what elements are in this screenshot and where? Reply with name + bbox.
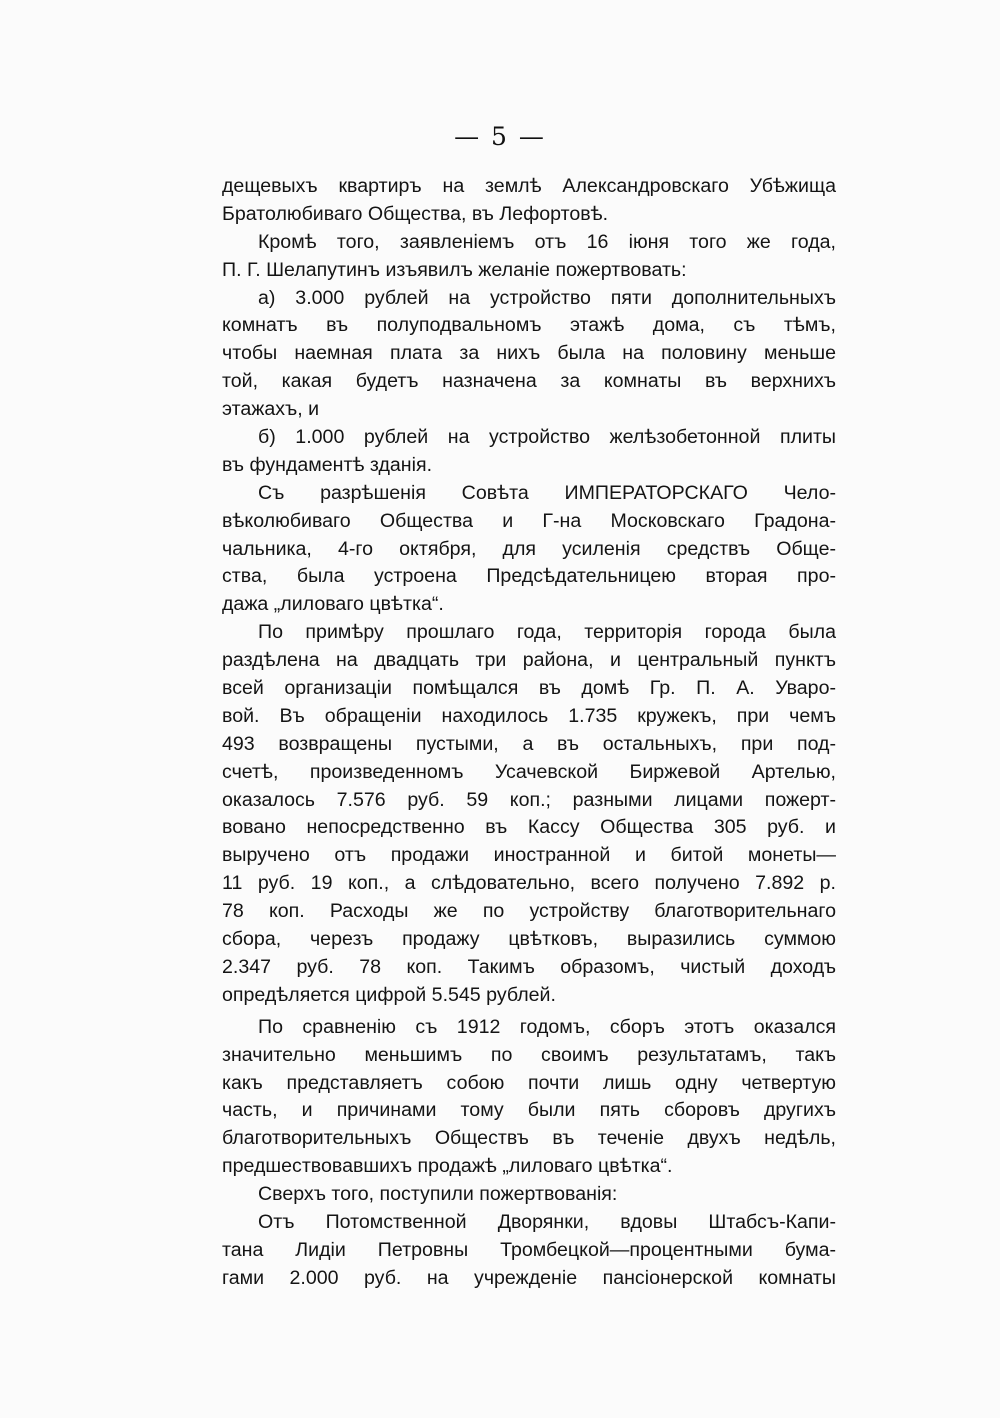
text-line: По сравненію съ 1912 годомъ, сборъ этотъ оказался xyxy=(258,1015,836,1038)
text-line: счетѣ, произведенномъ Усачевской Биржевой Артелью, xyxy=(222,760,836,783)
text-line: вой. Въ обращеніи находилось 1.735 кружекъ, при чемъ xyxy=(222,704,836,727)
text-line: Кромѣ того, заявленіемъ отъ 16 іюня того же года, xyxy=(258,230,836,253)
text-line: Сверхъ того, поступили пожертвованія: xyxy=(258,1183,618,1206)
text-line: Братолюбиваго Общества, въ Лефортовѣ. xyxy=(222,202,609,225)
text-line: Съ разрѣшенія Совѣта ИМПЕРАТОРСКАГО Чело- xyxy=(258,481,836,504)
text-line: вѣколюбиваго Общества и Г-на Московскаго Градона- xyxy=(222,509,836,532)
text-line: той, какая будетъ назначена за комнаты въ верхнихъ xyxy=(222,370,836,393)
text-line: вовано непосредственно въ Кассу Общества 305 руб. и xyxy=(222,816,836,839)
text-line: въ фундаментѣ зданія. xyxy=(222,453,433,476)
text-line: раздѣлена на двадцать три района, и центральный пунктъ xyxy=(222,649,836,672)
text-line: оказалось 7.576 руб. 59 коп.; разными лицами пожерт- xyxy=(222,788,836,811)
text-line: чальника, 4-го октября, для усиленія средствъ Обще- xyxy=(222,537,836,560)
body-text xyxy=(222,173,836,1293)
text-line: 493 возвращены пустыми, а въ остальныхъ, при под- xyxy=(222,732,836,755)
text-line: а) 3.000 рублей на устройство пяти дополнительныхъ xyxy=(258,286,836,309)
text-line: 78 коп. Расходы же по устройству благотворительнаго xyxy=(222,900,836,923)
text-line: 2.347 руб. 78 коп. Такимъ образомъ, чистый доходъ xyxy=(222,955,836,978)
text-line: тана Лидіи Петровны Тромбецкой—процентными бума- xyxy=(222,1238,836,1261)
text-line: благотворительныхъ Обществъ въ теченіе двухъ недѣль, xyxy=(222,1127,836,1150)
text-line: гами 2.000 руб. на учрежденіе пансіонерской комнаты xyxy=(222,1266,836,1289)
text-line: Отъ Потомственной Дворянки, вдовы Штабсъ-Капи- xyxy=(258,1210,836,1233)
text-line: предшествовавшихъ продажѣ „лиловаго цвѣтка“. xyxy=(222,1155,673,1178)
text-line: опредѣляется цифрой 5.545 рублей. xyxy=(222,983,556,1006)
text-line: часть, и причинами тому были пять сборовъ другихъ xyxy=(222,1099,836,1122)
text-line: дажа „лиловаго цвѣтка“. xyxy=(222,593,444,616)
text-line: какъ представляетъ собою почти лишь одну четвертую xyxy=(222,1071,836,1094)
text-line: П. Г. Шелапутинъ изъявилъ желаніе пожертвовать: xyxy=(222,258,687,281)
text-line: значительно меньшимъ по своимъ результатамъ, такъ xyxy=(222,1043,836,1066)
text-line: б) 1.000 рублей на устройство желѣзобетонной плиты xyxy=(258,426,836,449)
text-line: ства, была устроена Предсѣдательницею вторая про- xyxy=(222,565,836,588)
text-line: чтобы наемная плата за нихъ была на половину меньше xyxy=(222,342,836,365)
text-line: этажахъ, и xyxy=(222,398,320,421)
text-line: По примѣру прошлаго года, территорія города была xyxy=(258,621,836,644)
page-number: — 5 — xyxy=(454,122,546,151)
text-line: всей организаціи помѣщался въ домѣ Гр. П. А. Уваро- xyxy=(222,677,836,700)
text-line: выручено отъ продажи иностранной и битой монеты— xyxy=(222,844,836,867)
text-line: сбора, черезъ продажу цвѣтковъ, выразились суммою xyxy=(222,928,836,951)
text-line: 11 руб. 19 коп., а слѣдовательно, всего получено 7.892 р. xyxy=(222,872,836,895)
text-line: комнатъ въ полуподвальномъ этажѣ дома, съ тѣмъ, xyxy=(222,314,836,337)
text-line: дещевыхъ квартиръ на землѣ Александровскаго Убѣжища xyxy=(222,175,836,197)
